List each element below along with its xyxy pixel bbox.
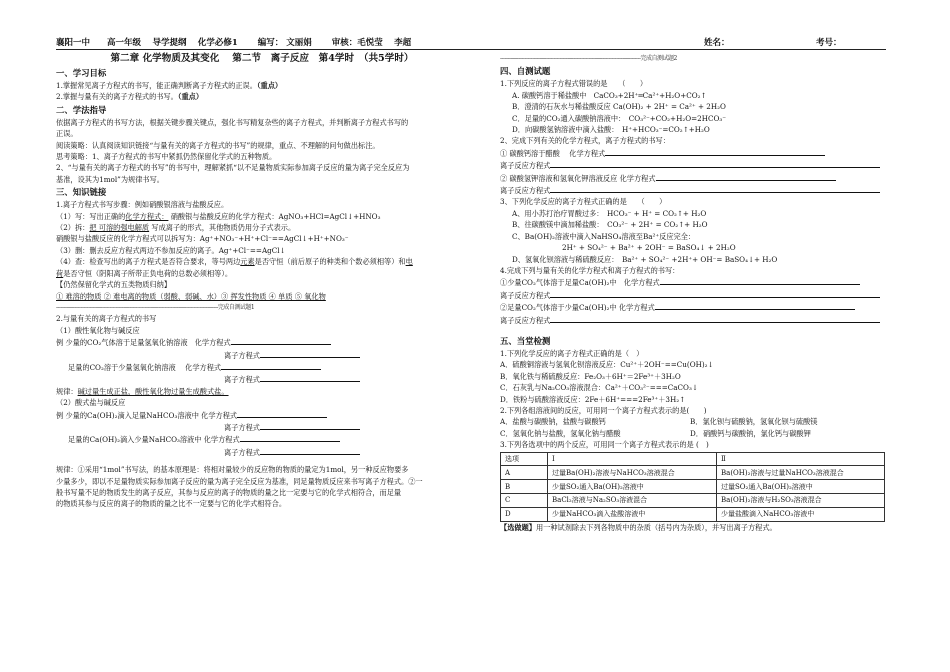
answer-blank[interactable] <box>231 336 331 345</box>
table-cell: 过量Ba(OH)₂溶液与NaHCO₃溶液混合 <box>548 466 717 480</box>
knowledge-text: 2.与量有关的离子方程式的书写 <box>56 314 157 324</box>
answer-blank[interactable] <box>221 361 321 370</box>
knowledge-text: 【仍然保留化学式的五类物质归纳】 <box>56 280 172 290</box>
table-cell: D <box>501 507 548 521</box>
answer-blank[interactable] <box>260 349 360 358</box>
exercise-line: 足量的Ca(OH)₂滴入少量NaHCO₃溶液中 化学方程式 <box>56 433 468 445</box>
table-cell: A <box>501 466 548 480</box>
section-guide-heading: 二、学法指导 <box>56 104 107 115</box>
knowledge-text: （3）删：删去反应方程式两边不参加反应的离子。Ag⁺+Cl⁻==AgCl↓ <box>56 245 286 255</box>
question: 2、完成下列有关的化学方程式，离子方程式的书写： <box>500 136 670 146</box>
answer-blank[interactable] <box>260 421 360 430</box>
exercise-line: 离子反应方程式 <box>500 159 892 171</box>
question: 1.下列反应的离子方程式错误的是 （ ） <box>500 79 648 89</box>
option-row: A．盐酸与碳酸钠，盐酸与碳酸钙 B．氯化钡与硫酸钠，氢氧化钡与硫酸镁 <box>500 417 818 427</box>
answer-blank[interactable] <box>655 301 855 310</box>
section-class-test-heading: 五、当堂检测 <box>500 335 551 346</box>
exercise-line: 离子方程式 <box>56 349 468 361</box>
table-header-row <box>501 452 885 466</box>
rule-text: 规律：①采用“1mol”书写法，的基本原理是：将相对量较少的反应物的物质的量定为1mol，另一种反应物要多 <box>56 465 409 475</box>
number-label: 考号： <box>816 38 842 48</box>
guide-text: 正误。 <box>56 129 78 139</box>
table-row <box>501 480 885 494</box>
exercise-line: ①少量CO₂气体溶于足量Ca(OH)₂中 化学方程式 <box>500 276 892 288</box>
name-label: 姓名： <box>704 38 730 48</box>
option: C．石灰乳与Na₂CO₃溶液混合：Ca²⁺＋CO₃²⁻===CaCO₃↓ <box>500 383 698 393</box>
option: D．向碳酸氢钠溶液中滴入盐酸： H⁺+HCO₃⁻=CO₂↑+H₂O <box>512 125 710 135</box>
rule-text: 般书写量不足的物质发生的离子反应，其参与反应的离子的物质的量之比一定要与它的化学式相符合，而足量 <box>56 488 402 497</box>
exercise-line: 例 少量的Ca(OH)₂滴入足量NaHCO₃溶液中 化学方程式 <box>56 409 468 421</box>
exercise-line: ① 碳酸钙溶于醋酸 化学方程式 <box>500 147 892 159</box>
table-cell: C <box>501 493 548 507</box>
exercise-line: 离子反应方程式 <box>500 314 892 326</box>
self-test-divider: ----------------------------------------------------------------------------------------------------------完成自测试题1 <box>56 303 255 311</box>
section-self-test-heading: 四、自测试题 <box>500 66 551 77</box>
page-header <box>56 36 886 49</box>
knowledge-text: 硝酸银与盐酸反应的化学方程式可以拆写为：Ag⁺+NO₃⁻+H⁺+Cl⁻==AgCl↓+H⁺+NO₃⁻ <box>56 234 349 244</box>
exercise-line: 离子反应方程式 <box>500 289 892 301</box>
option: D、氢氧化钡溶液与稀硫酸反应： Ba²⁺ + SO₄²⁻ +2H⁺+ OH⁻= BaSO₄↓+ H₂O <box>512 254 778 264</box>
guide-text: 阅读策略：认真阅读知识链接“与量有关的离子方程式的书写”的规律，重点、不理解的问句做出标注。 <box>56 140 380 150</box>
answer-blank[interactable] <box>605 147 825 156</box>
table-header: Ⅱ <box>717 452 885 466</box>
exercise-line: 离子方程式 <box>56 373 468 385</box>
goal-1: 1.掌握常见离子方程式的书写，能正确判断离子方程式的正误。（重点） <box>56 81 283 90</box>
answer-blank[interactable] <box>240 433 340 442</box>
option: C、Ba(OH)₂溶液中滴入NaHSO₄溶液至Ba²⁺反应完全： <box>512 231 696 241</box>
exercise-line: 离子方程式 <box>56 421 468 433</box>
guide-text: 基准，设其为1mol”为规律书写。 <box>56 174 164 184</box>
optional-question: 【选做题】用一种试剂除去下列各物质中的杂质（括号内为杂质），并写出离子方程式。 <box>500 522 777 532</box>
exercise-line: 离子方程式 <box>56 446 468 458</box>
header-info: 襄阳一中 高一年级 导学提纲 化学必修1 编写： 文丽娟 审核：毛悦莹 李超 <box>56 38 412 48</box>
rule-text: 规律：碱过量生成正盐，酸性氧化物过量生成酸式盐。 <box>56 386 229 396</box>
option: 2H⁺ + SO₄²⁻ + Ba²⁺ + 2OH⁻ = BaSO₄↓ + 2H₂O <box>562 243 736 253</box>
option: A、用小苏打治疗胃酸过多： HCO₃⁻ + H⁺ = CO₂↑+ H₂O <box>512 208 707 218</box>
section-goals-heading: 一、学习目标 <box>56 68 107 78</box>
answer-blank[interactable] <box>550 184 880 193</box>
option: B、往碳酸镁中滴加稀盐酸： CO₃²⁻ + 2H⁺ = CO₂↑+ H₂O <box>512 220 708 230</box>
table-cell: 少量盐酸滴入NaHCO₃溶液中 <box>717 507 885 521</box>
right-column <box>500 51 892 533</box>
table-row <box>501 493 885 507</box>
knowledge-text: （1）写：写出正确的化学方程式： 硝酸银与盐酸反应的化学方程式：AgNO₃+HCl=AgCl↓+HNO₃ <box>56 211 381 221</box>
answer-blank[interactable] <box>260 446 360 455</box>
rule-text: 少量多少，即以不足量物质实际参加离子反应的量为离子完全反应为基准，同足量物质反应来书写离子方程式。②一 <box>56 476 423 486</box>
page-title: 第二章 化学物质及其变化 第二节 离子反应 第4学时 （共5学时） <box>110 53 414 64</box>
guide-text: 依据离子方程式的书写方法，根据关键步骤关键点，强化书写精复杂些的离子方程式，并判断离子方程式书写的 <box>56 117 409 127</box>
guide-text: 思考策略：1、离子方程式的书写中紧抓仍然保留化学式的五种物质。 <box>56 152 277 162</box>
exercise-line: ②足量CO₂气体溶于少量Ca(OH)₂中 化学方程式 <box>500 301 892 313</box>
exercise-line: 离子反应方程式 <box>500 184 892 196</box>
option: B．氧化铁与稀硫酸反应：Fe₂O₃＋6H⁺＝2Fe³⁺＋3H₂O <box>500 371 681 381</box>
answer-blank[interactable] <box>550 289 880 298</box>
question: 4.完成下列与量有关的化学方程式和离子方程式的书写： <box>500 265 680 275</box>
answer-blank[interactable] <box>237 409 327 418</box>
knowledge-text: 荷是否守恒（阴阳离子所带正负电荷的总数必须相等）。 <box>56 268 233 278</box>
option: B．澄清的石灰水与稀盐酸反应 Ca(OH)₂ + 2H⁺ = Ca²⁺ + 2H₂O <box>512 102 726 112</box>
table-cell: Ba(OH)₂溶液与H₂SO₃溶液混合 <box>717 493 885 507</box>
section-links-heading: 三、知识链接 <box>56 187 107 198</box>
table-cell: 少量SO₂通入Ba(OH)₂溶液中 <box>548 480 717 494</box>
exercise-line: 例 少量的CO₂气体溶于足量氢氧化钠溶液 化学方程式 <box>56 336 468 348</box>
knowledge-text: （2）酸式盐与碱反应 <box>56 398 126 408</box>
exercise-line: 足量的CO₂溶于少量氢氧化钠溶液 化学方程式 <box>56 361 468 373</box>
knowledge-text: （1）酸性氧化物与碱反应 <box>56 325 140 335</box>
five-substances: ① 难溶的物质 ② 难电离的物质（弱酸、弱碱、水）③ 挥发性物质 ④ 单质 ⑤ 氧化物 <box>56 291 326 301</box>
option: D．铁粉与硫酸溶液反应：2Fe＋6H⁺===2Fe³⁺＋3H₂↑ <box>500 394 686 404</box>
rule-text: 的物质其参与反应的离子的物质的量之比不一定要与它的化学式相符合。 <box>56 499 287 509</box>
table-cell: 少量NaHCO₃滴入盐酸溶液中 <box>548 507 717 521</box>
header-divider <box>56 49 886 50</box>
goal-2: 2.掌握与量有关的离子方程式的书写。（重点） <box>56 92 204 102</box>
option-row: C．氢氧化钠与盐酸，氢氧化钠与醋酸 D．硝酸钙与碳酸钠，氯化钙与碳酸钾 <box>500 428 811 438</box>
answer-blank[interactable] <box>260 373 360 382</box>
question: 1.下列化学反应的离子方程式正确的是（ ） <box>500 348 644 358</box>
table-row <box>501 466 885 480</box>
table-row <box>501 507 885 521</box>
guide-text: 2、“与量有关的离子方程式的书写”的书写中，理解紧抓“以不足量物质实际参加离子反应的量为离子完全反应为 <box>56 163 410 173</box>
option: A．硫酸铜溶液与氢氧化钡溶液反应：Cu²⁺＋2OH⁻==Cu(OH)₂↓ <box>500 360 714 370</box>
answer-blank[interactable] <box>660 276 860 285</box>
table-header: 选项 <box>501 452 548 466</box>
knowledge-text: 1.离子方程式书写步骤：例如硝酸银溶液与盐酸反应。 <box>56 200 229 210</box>
table-cell: 过量SO₂通入Ba(OH)₂溶液中 <box>717 480 885 494</box>
question: 3、下列化学反应的离子方程式正确的是 （ ） <box>500 197 667 207</box>
knowledge-text: （4）查：检查写出的离子方程式是否符合要求，等号两边元素是否守恒（前后原子的种类和个数必须相等）和电 <box>56 257 413 267</box>
answer-blank[interactable] <box>656 172 836 181</box>
options-table <box>500 452 885 522</box>
self-test-divider: --------------------------------------------------------------------------------------------完成自测试题2 <box>500 55 677 62</box>
left-column <box>56 51 468 510</box>
knowledge-text: （2）拆：把 可溶的强电解质 写成离子的形式，其他物质仍用分子式表示。 <box>56 223 296 233</box>
option: C．足量的CO₂通入碳酸钠溶液中： CO₃²⁻+CO₂+H₂O=2HCO₃⁻ <box>512 113 727 123</box>
question: 3.下列各选项中的两个反应，可用同一个离子方程式表示的是 ( ) <box>500 440 709 450</box>
table-header: Ⅰ <box>548 452 717 466</box>
table-cell: B <box>501 480 548 494</box>
option: A. 碳酸钙溶于稀盐酸中 CaCO₃+2H⁺═Ca²⁺+H₂O+CO₂↑ <box>512 90 707 100</box>
table-cell: BaCl₂溶液与Na₂SO₃溶液混合 <box>548 493 717 507</box>
answer-blank[interactable] <box>550 314 880 323</box>
answer-blank[interactable] <box>550 159 880 168</box>
question: 2.下列各组溶液间的反应，可用同一个离子方程式表示的是( ) <box>500 405 707 415</box>
exercise-line: ② 碳酸氢钾溶液和氢氧化钾溶液反应 化学方程式 <box>500 172 892 184</box>
table-cell: Ba(OH)₂溶液与过量NaHCO₃溶液混合 <box>717 466 885 480</box>
